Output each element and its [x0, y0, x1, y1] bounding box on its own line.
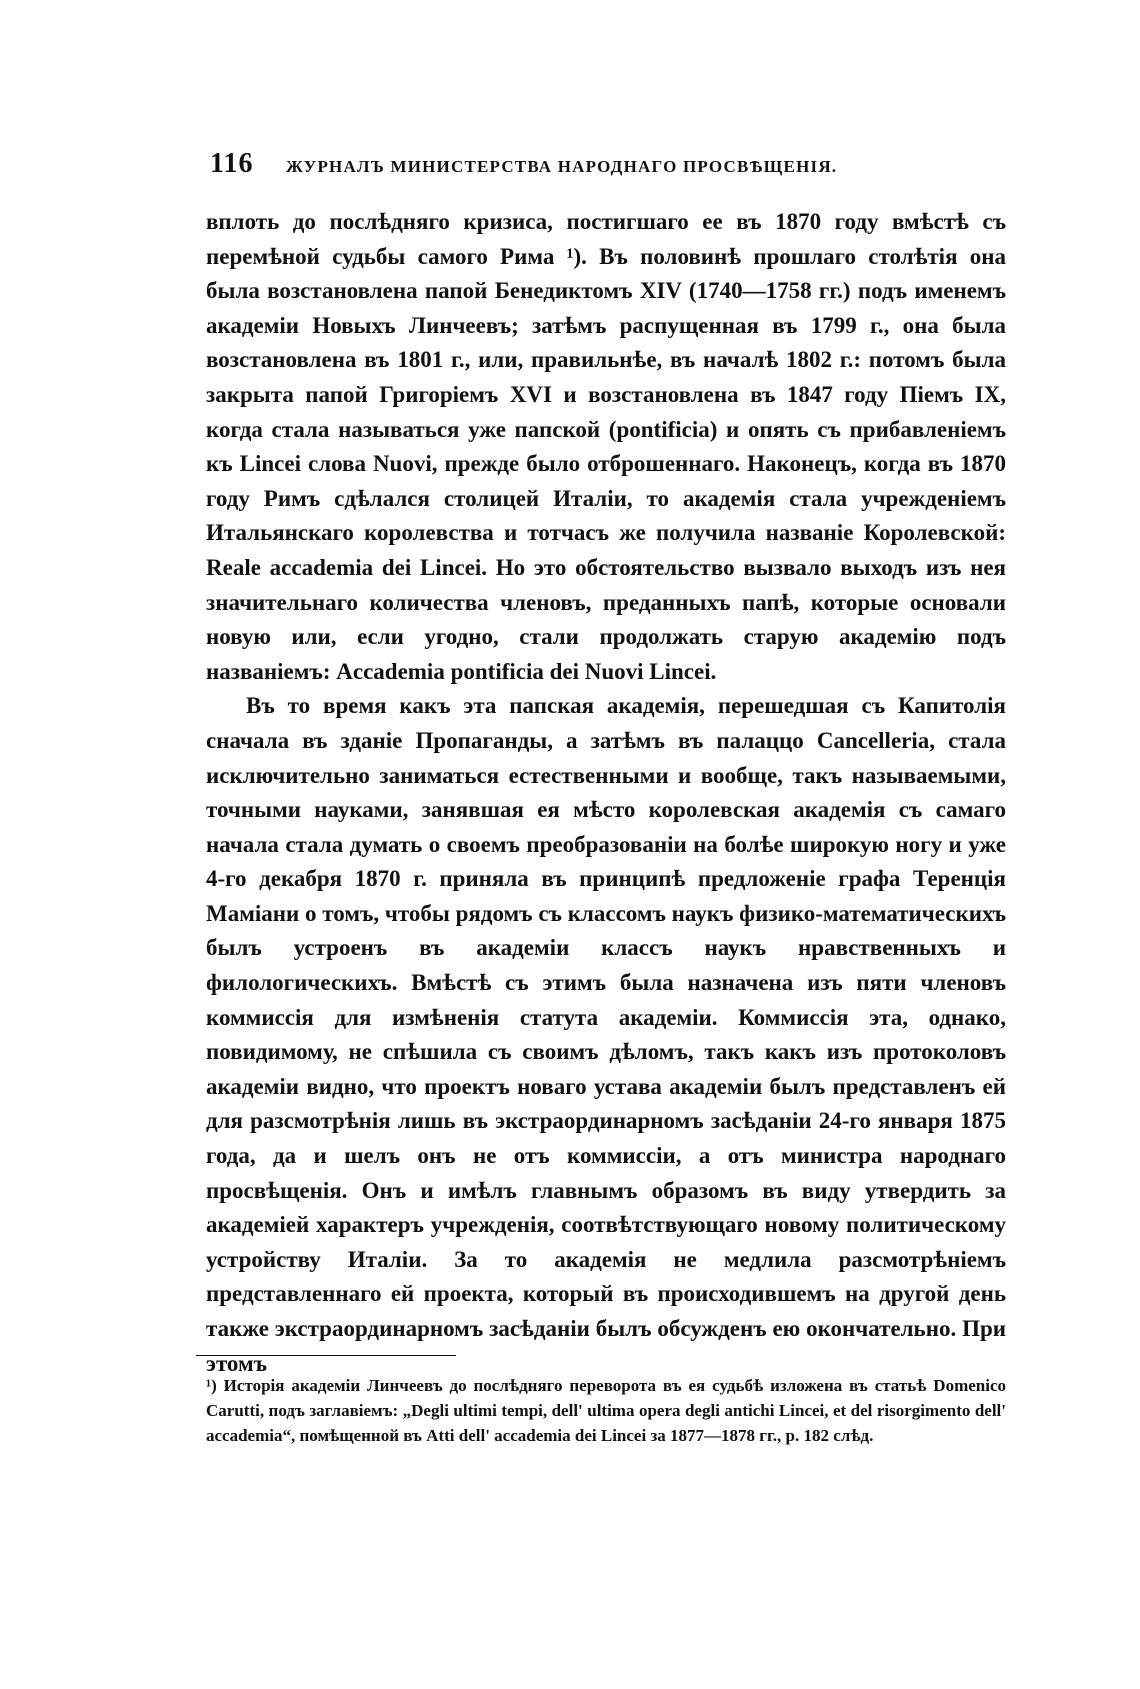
- paragraph-1: вплоть до послѣдняго кризиса, постигшаго ее въ 1870 году вмѣстѣ съ перемѣной судьбы самого Рима ¹). Въ половинѣ прошлаго столѣтія она была возстановлена папой Бенедиктомъ XIV (1740—1758 гг.) подъ именемъ академіи Новыхъ Линчеевъ; затѣмъ распущенная въ 1799 г., она была возстановлена въ 1801 г., или, правильнѣе, въ началѣ 1802 г.: потомъ была закрыта папой Григоріемъ XVI и возстановлена въ 1847 году Піемъ IX, когда стала называться уже папской (pontificia) и опять съ прибавленіемъ къ Lincei слова Nuovi, прежде было отброшеннаго. Наконецъ, когда въ 1870 году Римъ сдѣлался столицей Италіи, то академія стала учрежденіемъ Итальянскаго королевства и тотчасъ же получила названіе Королевской: Reale accademia dei Lincei. Но это обстоятельство вызвало выходъ изъ нея значительнаго количества членовъ, преданныхъ папѣ, которые основали новую или, если угодно, стали продолжать старую академію подъ названіемъ: Accademia pontificia dei Nuovi Lincei.: [206, 209, 1006, 684]
- running-head: [210, 148, 900, 188]
- journal-title: ЖУРНАЛЪ МИНИСТЕРСТВА НАРОДНАГО ПРОСВѢЩЕНІЯ.: [286, 157, 838, 176]
- paragraph-2: Въ то время какъ эта папская академія, перешедшая съ Капитолія сначала въ зданіе Пропаганды, а затѣмъ въ палаццо Cancelleria, стала исключительно заниматься естественными и вообще, такъ называемыми, точными науками, занявшая ея мѣсто королевская академія съ самаго начала стала думать о своемъ преобразованіи на болѣе широкую ногу и уже 4-го декабря 1870 г. приняла въ принципѣ предложеніе графа Теренція Маміани о томъ, чтобы рядомъ съ классомъ наукъ физико-математическихъ былъ устроенъ въ академіи классъ наукъ нравственныхъ и филологическихъ. Вмѣстѣ съ этимъ была назначена изъ пяти членовъ коммиссія для измѣненія статута академіи. Коммиссія эта, однако, повидимому, не спѣшила съ своимъ дѣломъ, такъ какъ изъ протоколовъ академіи видно, что проектъ новаго устава академіи былъ представленъ ей для разсмотрѣнія лишь въ экстраординарномъ засѣданіи 24-го января 1875 года, да и шелъ онъ не отъ коммиссіи, а отъ министра народнаго просвѣщенія. Онъ и имѣлъ главнымъ образомъ въ виду утвердить за академіей характеръ учрежденія, соотвѣтствующаго новому политическому устройству Италіи. За то академія не медлила разсмотрѣніемъ представленнаго ей проекта, который въ происходившемъ на другой день также экстраординарномъ засѣданіи былъ обсужденъ ею окончательно. При этомъ: [206, 693, 1007, 1376]
- footnote-text: Исторія академіи Линчеевъ до послѣдняго переворота въ ея судьбѣ изложена въ статьѣ Domenico Carutti, подъ заглавіемъ: „Degli ultimi tempi, dell' ultima opera degli antichi Lincei, et del risorgimento dell' accademia“, помѣщенной въ Atti dell' accademia dei Lincei за 1877—1878 гг., р. 182 слѣд.: [206, 1376, 1007, 1445]
- main-text: [206, 205, 1006, 1381]
- footnote-marker: ¹): [206, 1376, 217, 1395]
- footnote: [206, 1373, 1006, 1448]
- page-number: 116: [210, 148, 254, 179]
- footnote-divider: [196, 1355, 456, 1356]
